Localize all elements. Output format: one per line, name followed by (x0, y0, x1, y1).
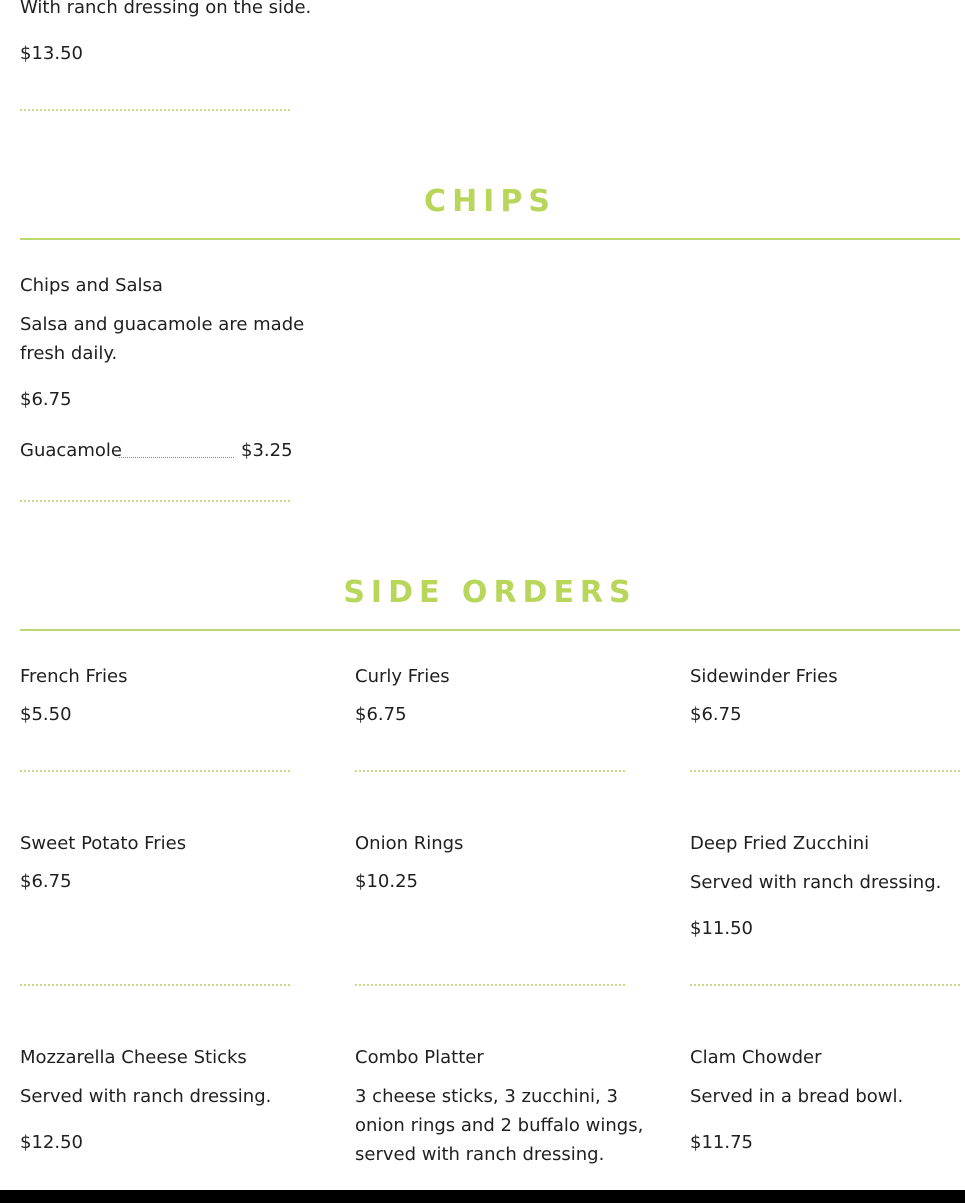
section-title-side-orders: SIDE ORDERS (343, 575, 637, 610)
menu-item-price: $11.50 (690, 918, 753, 939)
addon-price: $3.25 (241, 440, 293, 461)
item-divider (690, 770, 960, 772)
menu-item-price: $6.75 (690, 704, 742, 725)
menu-item-name: Combo Platter (355, 1047, 484, 1068)
menu-item-description: Served in a bread bowl. (690, 1086, 904, 1107)
menu-item-name: Mozzarella Cheese Sticks (20, 1047, 247, 1068)
footer-bar (0, 1190, 965, 1203)
item-divider (20, 109, 290, 111)
section-title-chips: CHIPS (424, 184, 556, 219)
menu-item-description: Served with ranch dressing. (690, 872, 942, 893)
section-rule (20, 629, 960, 631)
menu-item-description: 3 cheese sticks, 3 zucchini, 3 onion rings and 2 buffalo wings, served with ranch dressing. (355, 1086, 644, 1165)
menu-item-price: $11.75 (690, 1132, 753, 1153)
menu-item-price: $10.25 (355, 871, 418, 892)
menu-item-price: $6.75 (20, 389, 72, 410)
menu-item-description: Salsa and guacamole are made fresh daily. (20, 314, 305, 364)
item-divider (690, 984, 960, 986)
menu-item-price: $6.75 (355, 704, 407, 725)
item-divider (20, 770, 290, 772)
addon-name: Guacamole (20, 440, 122, 461)
menu-item-price: $5.50 (20, 704, 72, 725)
item-divider (20, 500, 290, 502)
item-divider (20, 984, 290, 986)
menu-item-price: $6.75 (20, 871, 72, 892)
menu-item-price: $12.50 (20, 1132, 83, 1153)
menu-item-name: Curly Fries (355, 666, 450, 687)
item-divider (355, 770, 625, 772)
menu-item-price: $13.50 (20, 43, 83, 64)
section-rule (20, 238, 960, 240)
menu-item-name: French Fries (20, 666, 128, 687)
menu-item-name: Chips and Salsa (20, 275, 163, 296)
menu-item-name: Onion Rings (355, 833, 464, 854)
menu-item-name: Sweet Potato Fries (20, 833, 187, 854)
menu-item-name: Sidewinder Fries (690, 666, 838, 687)
item-divider (355, 984, 625, 986)
menu-item-description: Served with ranch dressing. (20, 1086, 272, 1107)
menu-item-name: Clam Chowder (690, 1047, 822, 1068)
menu-item-name: Deep Fried Zucchini (690, 833, 870, 854)
price-leader (119, 457, 234, 458)
menu-item-description: With ranch dressing on the side. (20, 0, 312, 18)
